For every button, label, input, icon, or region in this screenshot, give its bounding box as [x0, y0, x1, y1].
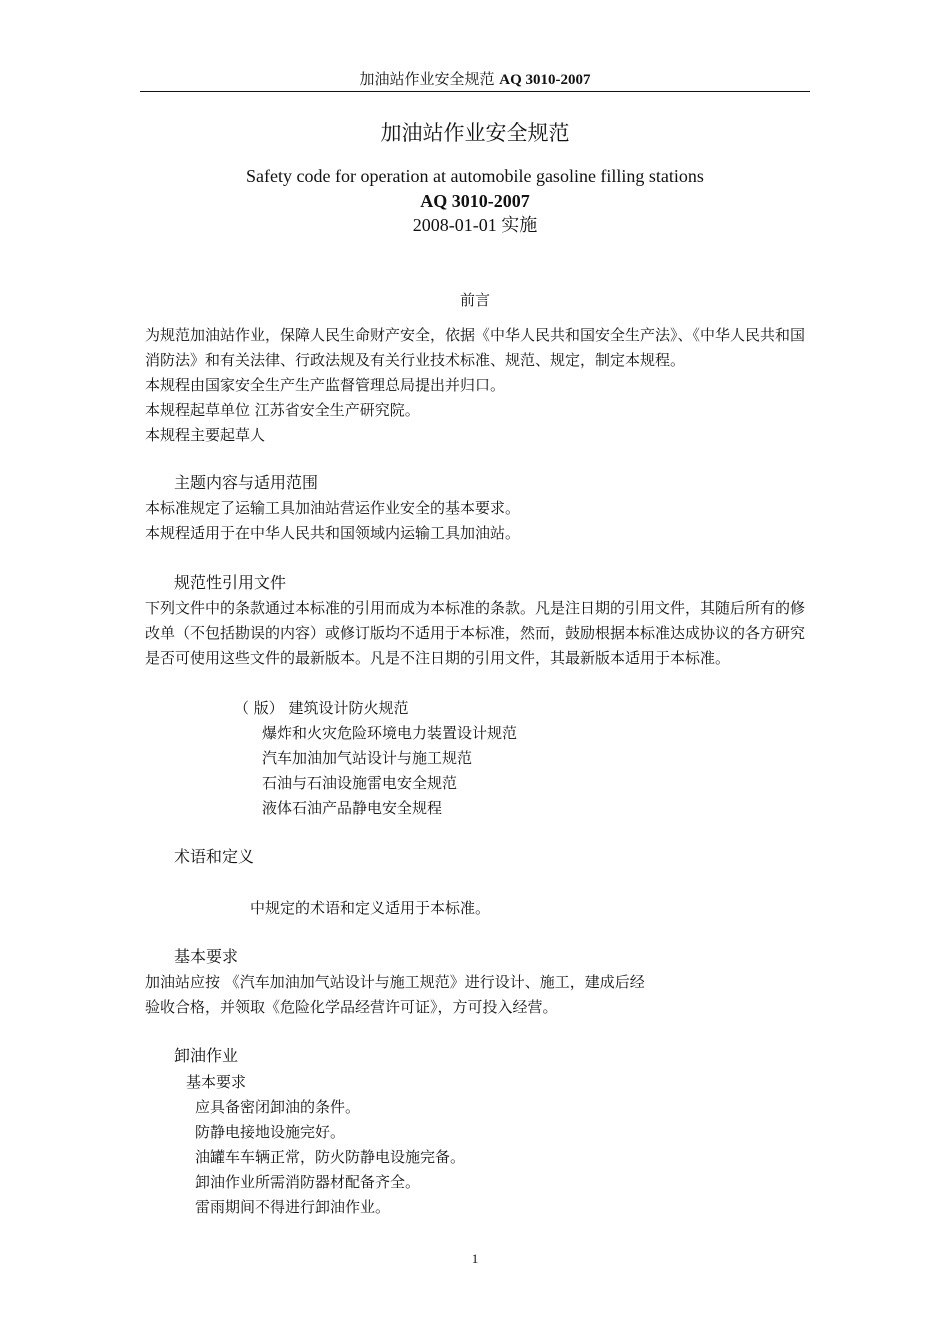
running-header-code: AQ 3010-2007 [499, 72, 591, 88]
page-number: 1 [471, 1251, 479, 1266]
unloading-item: 雷雨期间不得进行卸油作业。 [195, 1198, 391, 1216]
preface-paragraph: 为规范加油站作业，保障人民生命财产安全，依据《中华人民共和国安全生产法》、《中华人民共和国消防法》和有关法律、行政法规及有关行业技术标准、规范、规定，制定本规程。 [145, 326, 806, 369]
basic-line: 加油站应按 《汽车加油加气站设计与施工规范》进行设计、施工，建成后经 [145, 973, 645, 991]
preface-proposer-line: 本规程由国家安全生产生产监督管理总局提出并归口。 [145, 376, 506, 394]
terms-line: 中规定的术语和定义适用于本标准。 [250, 899, 491, 917]
reference-item: （ 版） 建筑设计防火规范 [234, 699, 409, 717]
unloading-item: 油罐车车辆正常，防火防静电设施完备。 [195, 1148, 466, 1166]
section-heading-basic: 基本要求 [174, 947, 239, 966]
section-heading-unloading: 卸油作业 [174, 1046, 239, 1065]
scope-line: 本标准规定了运输工具加油站营运作业安全的基本要求。 [145, 499, 521, 517]
reference-item: 汽车加油加气站设计与施工规范 [262, 749, 473, 767]
references-paragraph: 下列文件中的条款通过本标准的引用而成为本标准的条款。凡是注日期的引用文件，其随后所有的修改单（不包括勘误的内容）或修订版均不适用于本标准，然而，鼓励根据本标准达成协议的各方研究是否可使用这些文件的最新版本。凡是不注日期的引用文件，其最新版本适用于本标准。 [145, 599, 806, 667]
section-heading-terms: 术语和定义 [174, 847, 255, 866]
preface-drafters-line: 本规程主要起草人 [145, 426, 266, 444]
reference-item: 石油与石油设施雷电安全规范 [262, 774, 458, 792]
preface-heading: 前言 [459, 291, 490, 309]
unloading-subheading: 基本要求 [186, 1073, 247, 1091]
preface-drafting-unit-line: 本规程起草单位 江苏省安全生产研究院。 [145, 401, 420, 419]
standard-code: AQ 3010-2007 [420, 191, 530, 211]
document-title: 加油站作业安全规范 [380, 121, 570, 145]
reference-item: 液体石油产品静电安全规程 [262, 799, 443, 817]
basic-line: 验收合格，并领取《危险化学品经营许可证》，方可投入经营。 [145, 998, 558, 1016]
section-heading-scope: 主题内容与适用范围 [174, 473, 319, 492]
unloading-item: 应具备密闭卸油的条件。 [195, 1098, 361, 1116]
unloading-item: 防静电接地设施完好。 [195, 1123, 346, 1141]
unloading-item: 卸油作业所需消防器材配备齐全。 [195, 1173, 421, 1191]
reference-item: 爆炸和火灾危险环境电力装置设计规范 [262, 724, 518, 742]
section-heading-references: 规范性引用文件 [174, 573, 287, 592]
english-subtitle: Safety code for operation at automobile gasoline filling stations [246, 166, 704, 186]
scope-line: 本规程适用于在中华人民共和国领域内运输工具加油站。 [145, 524, 521, 542]
effective-date: 2008-01-01 实施 [412, 215, 538, 235]
header-rule [140, 91, 810, 92]
running-header [140, 68, 810, 91]
running-header-title: 加油站作业安全规范 [359, 70, 495, 88]
